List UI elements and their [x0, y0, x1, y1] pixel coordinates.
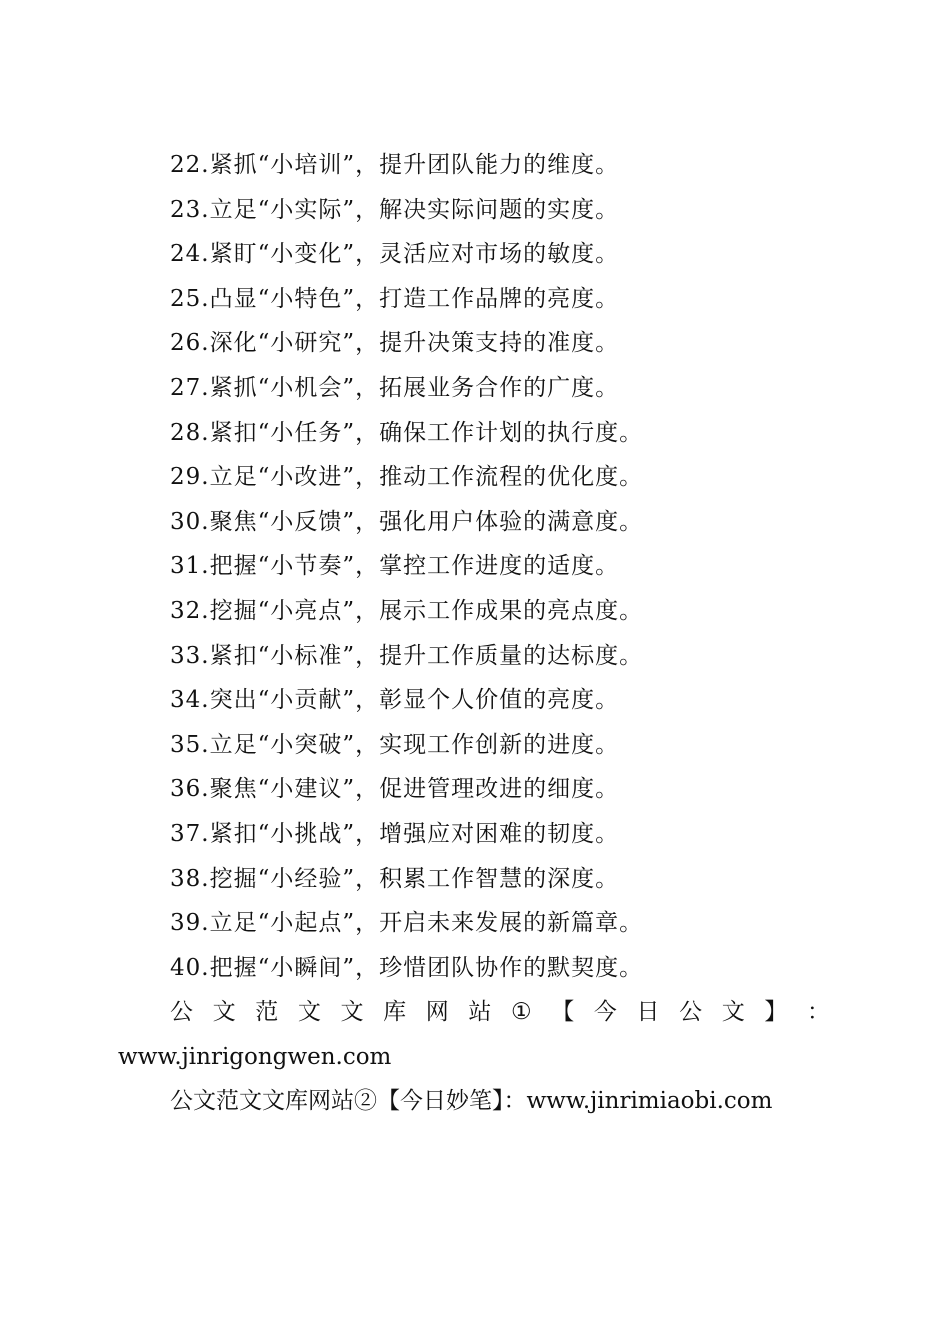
list-item: 26.深化“小研究”，提升决策支持的准度。 — [170, 330, 620, 357]
list-item: 35.立足“小突破”，实现工作创新的进度。 — [170, 731, 620, 758]
footer-site1-char: 文 — [297, 999, 321, 1025]
footer-site1-char: 今 — [593, 999, 617, 1025]
footer-site1-char: 库 — [383, 999, 407, 1025]
list-item: 22.紧抓“小培训”，提升团队能力的维度。 — [170, 152, 620, 178]
list-item: 34.突出“小贡献”，彰显个人价值的亮度。 — [170, 687, 620, 714]
footer-site1-char: ： — [807, 999, 830, 1025]
list-item: 37.紧扣“小挑战”，增强应对困难的韧度。 — [170, 820, 620, 847]
list-item: 36.聚焦“小建议”，促进管理改进的细度。 — [170, 776, 620, 803]
list-item: 28.紧扣“小任务”，确保工作计划的执行度。 — [170, 419, 644, 446]
footer-site2[interactable]: 公文范文文库网站②【今日妙笔】：www.jinrimiaobi.com — [170, 1088, 773, 1115]
footer-site1-char: 文 — [212, 999, 236, 1025]
footer-site1-char: 范 — [255, 999, 279, 1025]
list-item: 40.把握“小瞬间”，珍惜团队协作的默契度。 — [170, 954, 644, 981]
footer-site1-url[interactable]: www.jinrigongwen.com — [118, 1043, 392, 1070]
footer-site1-char: 公 — [679, 999, 703, 1025]
footer-site1-char: 日 — [636, 999, 660, 1025]
list-item: 33.紧扣“小标准”，提升工作质量的达标度。 — [170, 642, 644, 669]
footer-site1-char: 文 — [721, 999, 745, 1025]
footer-site1-char: 网 — [425, 999, 449, 1025]
list-item: 27.紧抓“小机会”，拓展业务合作的广度。 — [170, 374, 620, 401]
list-item: 30.聚焦“小反馈”，强化用户体验的满意度。 — [170, 508, 644, 535]
list-item: 38.挖掘“小经验”，积累工作智慧的深度。 — [170, 865, 620, 892]
numbered-list — [170, 143, 850, 990]
list-item: 23.立足“小实际”，解决实际问题的实度。 — [170, 196, 620, 223]
footer-site1-char: 文 — [340, 999, 364, 1025]
footer — [118, 990, 830, 1124]
footer-site1-char: 】 — [764, 999, 788, 1025]
footer-site1-char: 公 — [170, 999, 193, 1025]
list-item: 24.紧盯“小变化”，灵活应对市场的敏度。 — [170, 241, 620, 268]
list-item: 29.立足“小改进”，推动工作流程的优化度。 — [170, 464, 644, 491]
list-item: 32.挖掘“小亮点”，展示工作成果的亮点度。 — [170, 597, 644, 624]
list-item: 39.立足“小起点”，开启未来发展的新篇章。 — [170, 910, 644, 937]
footer-site1-char: 站 — [468, 999, 492, 1025]
list-item: 31.把握“小节奏”，掌控工作进度的适度。 — [170, 553, 620, 580]
list-item: 25.凸显“小特色”，打造工作品牌的亮度。 — [170, 285, 620, 312]
footer-site1-label — [118, 990, 830, 1035]
footer-site1-char: ① — [511, 999, 532, 1025]
footer-site1-char: 【 — [551, 999, 575, 1025]
